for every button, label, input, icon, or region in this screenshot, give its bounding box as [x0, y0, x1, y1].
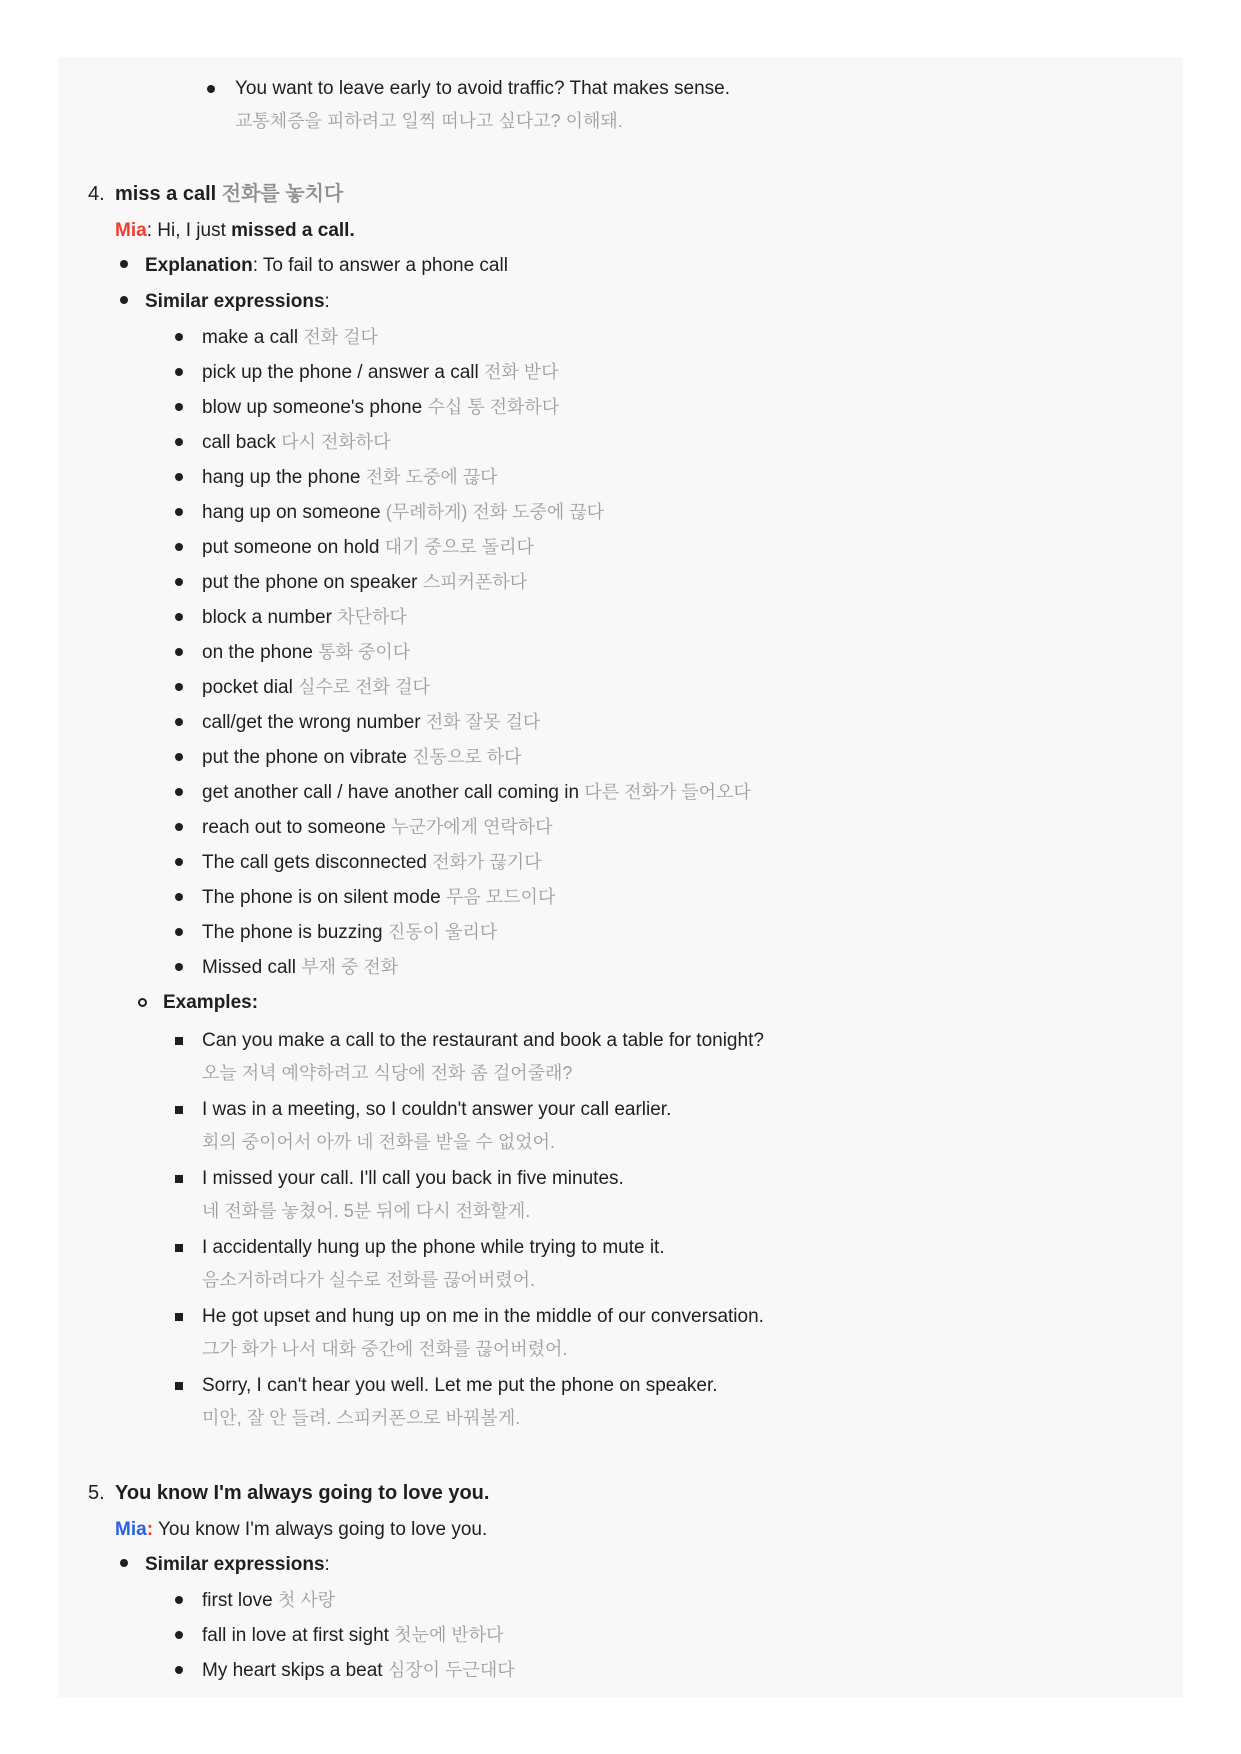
expression-item	[58, 1583, 1183, 1618]
expression-ko: 진동으로 하다	[412, 747, 522, 767]
bullet-icon	[175, 788, 183, 796]
expression-en: hang up on someone	[202, 502, 386, 523]
expression-ko: 심장이 두근대다	[387, 1660, 515, 1680]
expression-ko: 누군가에게 연락하다	[391, 817, 553, 837]
expression-ko: 전화 받다	[484, 362, 559, 382]
section5-dialogue	[58, 1513, 1183, 1547]
expression-line	[202, 565, 527, 600]
expression-en: put the phone on speaker	[202, 572, 423, 593]
expression-item	[58, 670, 1183, 705]
expression-ko: 전화 걸다	[303, 327, 378, 347]
dialogue-bold-phrase: missed a call.	[231, 220, 355, 241]
explanation-line	[145, 248, 508, 284]
example-ko: 그가 화가 나서 대화 중간에 전화를 끊어버렸어.	[202, 1339, 568, 1359]
expression-en: pick up the phone / answer a call	[202, 362, 485, 383]
example-item	[58, 1025, 1183, 1089]
example-ko: 네 전화를 놓쳤어. 5분 뒤에 다시 전화할게.	[202, 1201, 531, 1221]
section4-heading	[58, 177, 1183, 211]
expression-ko: 수십 통 전화하다	[427, 397, 560, 417]
bullet-icon	[175, 508, 183, 516]
expression-en: pocket dial	[202, 677, 299, 698]
expression-line	[202, 1583, 335, 1618]
expression-en: get another call / have another call coming in	[202, 782, 585, 803]
section5-number: 5.	[88, 1482, 105, 1504]
square-bullet-icon	[175, 1244, 183, 1252]
expression-en: fall in love at first sight	[202, 1625, 395, 1646]
expression-item	[58, 775, 1183, 810]
expression-ko: 통화 중이다	[318, 642, 411, 662]
expression-en: Missed call	[202, 957, 302, 978]
similar-expressions-colon: :	[324, 291, 330, 312]
expression-ko: 부재 중 전화	[301, 957, 399, 977]
expression-en: put someone on hold	[202, 537, 385, 558]
explanation-row	[58, 248, 1183, 284]
expression-line	[202, 635, 410, 670]
expression-ko: 첫 사랑	[278, 1590, 336, 1610]
example-item	[58, 1094, 1183, 1158]
bullet-icon	[120, 1559, 128, 1567]
expression-en: put the phone on vibrate	[202, 747, 413, 768]
explanation-text: : To fail to answer a phone call	[252, 255, 508, 276]
example-item	[58, 1370, 1183, 1434]
similar-expressions-line	[145, 1547, 330, 1583]
example-en: I was in a meeting, so I couldn't answer your call earlier.	[202, 1099, 672, 1120]
expression-item	[58, 495, 1183, 530]
explanation-label: Explanation	[145, 255, 253, 276]
expression-item	[58, 810, 1183, 845]
expression-ko: 다시 전화하다	[281, 432, 391, 452]
square-bullet-icon	[175, 1382, 183, 1390]
expression-en: blow up someone's phone	[202, 397, 428, 418]
expression-list	[58, 320, 1183, 985]
expression-ko: 진동이 울리다	[387, 922, 498, 942]
bullet-icon	[175, 438, 183, 446]
circle-bullet-icon	[138, 998, 147, 1007]
expression-item	[58, 460, 1183, 495]
expression-item	[58, 355, 1183, 390]
expression-en: make a call	[202, 327, 304, 348]
expression-line	[202, 390, 559, 425]
expression-ko: 전화 도중에 끊다	[365, 467, 498, 487]
intro-example-en: You want to leave early to avoid traffic? That makes sense.	[235, 78, 730, 99]
example-ko: 회의 중이어서 아까 네 전화를 받을 수 없었어.	[202, 1132, 555, 1152]
bullet-icon	[175, 753, 183, 761]
example-en: Sorry, I can't hear you well. Let me put the phone on speaker.	[202, 1375, 718, 1396]
expression-line	[202, 495, 604, 530]
similar-expressions-colon: :	[324, 1554, 330, 1575]
section4-dialogue	[58, 214, 1183, 248]
expression-line	[202, 810, 553, 845]
dialogue-text: You know I'm always going to love you.	[153, 1519, 488, 1540]
expression-en: call/get the wrong number	[202, 712, 426, 733]
examples-heading-row	[58, 985, 1183, 1020]
expression-item	[58, 600, 1183, 635]
example-item	[58, 1163, 1183, 1227]
square-bullet-icon	[175, 1313, 183, 1321]
example-ko: 음소거하려다가 실수로 전화를 끊어버렸어.	[202, 1270, 535, 1290]
expression-item	[58, 530, 1183, 565]
bullet-icon	[120, 260, 128, 268]
bullet-icon	[175, 928, 183, 936]
similar-expressions-line	[145, 284, 330, 320]
expression-en: reach out to someone	[202, 817, 392, 838]
expression-en: hang up the phone	[202, 467, 366, 488]
expression-en: call back	[202, 432, 282, 453]
bullet-icon	[175, 473, 183, 481]
square-bullet-icon	[175, 1175, 183, 1183]
expression-item	[58, 425, 1183, 460]
intro-example-item	[58, 73, 1183, 137]
expression-line	[202, 845, 542, 880]
expression-ko: 대기 중으로 돌리다	[384, 537, 534, 557]
expression-en: My heart skips a beat	[202, 1660, 388, 1681]
bullet-icon	[175, 1666, 183, 1674]
bullet-icon	[175, 613, 183, 621]
expression-en: The phone is on silent mode	[202, 887, 446, 908]
similar-expressions-row	[58, 1547, 1183, 1583]
expression-list	[58, 1583, 1183, 1688]
bullet-icon	[175, 368, 183, 376]
expression-ko: 차단하다	[337, 607, 407, 627]
example-en: I accidentally hung up the phone while trying to mute it.	[202, 1237, 665, 1258]
section4-title-ko: 전화를 놓치다	[216, 183, 344, 205]
expression-ko: 전화 잘못 걸다	[425, 712, 541, 732]
expression-item	[58, 1653, 1183, 1688]
bullet-icon	[175, 1596, 183, 1604]
expression-item	[58, 1618, 1183, 1653]
expression-item	[58, 390, 1183, 425]
section4-title-en: miss a call	[115, 183, 217, 205]
bullet-icon	[175, 1631, 183, 1639]
speaker-name: Mia	[115, 220, 147, 241]
expression-en: The call gets disconnected	[202, 852, 433, 873]
example-en: He got upset and hung up on me in the middle of our conversation.	[202, 1306, 764, 1327]
expression-en: block a number	[202, 607, 338, 628]
expression-line	[202, 1653, 515, 1688]
bullet-icon	[175, 823, 183, 831]
example-en: Can you make a call to the restaurant and book a table for tonight?	[202, 1030, 764, 1051]
expression-item	[58, 845, 1183, 880]
expression-ko: 스피커폰하다	[422, 572, 528, 592]
expression-item	[58, 950, 1183, 985]
speaker-name: Mia	[115, 1519, 147, 1540]
bullet-icon	[175, 403, 183, 411]
bullet-icon	[175, 718, 183, 726]
expression-ko: (무례하게) 전화 도중에 끊다	[385, 502, 605, 522]
expression-en: on the phone	[202, 642, 319, 663]
example-ko: 오늘 저녁 예약하려고 식당에 전화 좀 걸어줄래?	[202, 1063, 573, 1083]
expression-item	[58, 705, 1183, 740]
similar-expressions-label: Similar expressions	[145, 291, 325, 312]
bullet-icon	[175, 578, 183, 586]
expression-line	[202, 775, 751, 810]
expression-item	[58, 915, 1183, 950]
expression-ko: 첫눈에 반하다	[394, 1625, 504, 1645]
expression-item	[58, 320, 1183, 355]
expression-line	[202, 950, 398, 985]
document-page-card	[58, 57, 1183, 1697]
bullet-icon	[175, 963, 183, 971]
example-en: I missed your call. I'll call you back in five minutes.	[202, 1168, 624, 1189]
expression-line	[202, 355, 559, 390]
square-bullet-icon	[175, 1037, 183, 1045]
expression-line	[202, 425, 391, 460]
expression-line	[202, 740, 522, 775]
examples-list	[58, 1025, 1183, 1434]
expression-en: first love	[202, 1590, 279, 1611]
expression-item	[58, 635, 1183, 670]
expression-item	[58, 740, 1183, 775]
section5-heading	[58, 1476, 1183, 1510]
intro-example-ko: 교통체증을 피하려고 일찍 떠나고 싶다고? 이해돼.	[235, 111, 623, 131]
example-item	[58, 1301, 1183, 1365]
section5-title: You know I'm always going to love you.	[115, 1482, 490, 1504]
expression-line	[202, 915, 497, 950]
expression-ko: 다른 전화가 들어오다	[584, 782, 751, 802]
bullet-icon	[175, 893, 183, 901]
examples-label: Examples:	[163, 992, 259, 1013]
expression-ko: 실수로 전화 걸다	[298, 677, 430, 697]
example-item	[58, 1232, 1183, 1296]
bullet-icon	[175, 648, 183, 656]
bullet-icon	[120, 296, 128, 304]
dialogue-colon: :	[146, 1519, 154, 1540]
example-ko: 미안, 잘 안 들려. 스피커폰으로 바꿔볼게.	[202, 1408, 521, 1428]
section4-title	[115, 177, 343, 211]
square-bullet-icon	[175, 1106, 183, 1114]
expression-item	[58, 565, 1183, 600]
similar-expressions-label: Similar expressions	[145, 1554, 325, 1575]
section4-number: 4.	[88, 183, 105, 205]
dialogue-text: : Hi, I just	[146, 220, 232, 241]
bullet-icon	[175, 858, 183, 866]
expression-line	[202, 530, 534, 565]
expression-en: The phone is buzzing	[202, 922, 388, 943]
expression-line	[202, 670, 430, 705]
expression-ko: 전화가 끊기다	[432, 852, 542, 872]
expression-line	[202, 880, 555, 915]
expression-line	[202, 1618, 504, 1653]
expression-item	[58, 880, 1183, 915]
bullet-icon	[175, 333, 183, 341]
expression-line	[202, 320, 378, 355]
expression-ko: 무음 모드이다	[446, 887, 556, 907]
expression-line	[202, 600, 407, 635]
similar-expressions-row	[58, 284, 1183, 320]
bullet-icon	[207, 85, 215, 93]
expression-line	[202, 705, 540, 740]
bullet-icon	[175, 683, 183, 691]
expression-line	[202, 460, 497, 495]
bullet-icon	[175, 543, 183, 551]
